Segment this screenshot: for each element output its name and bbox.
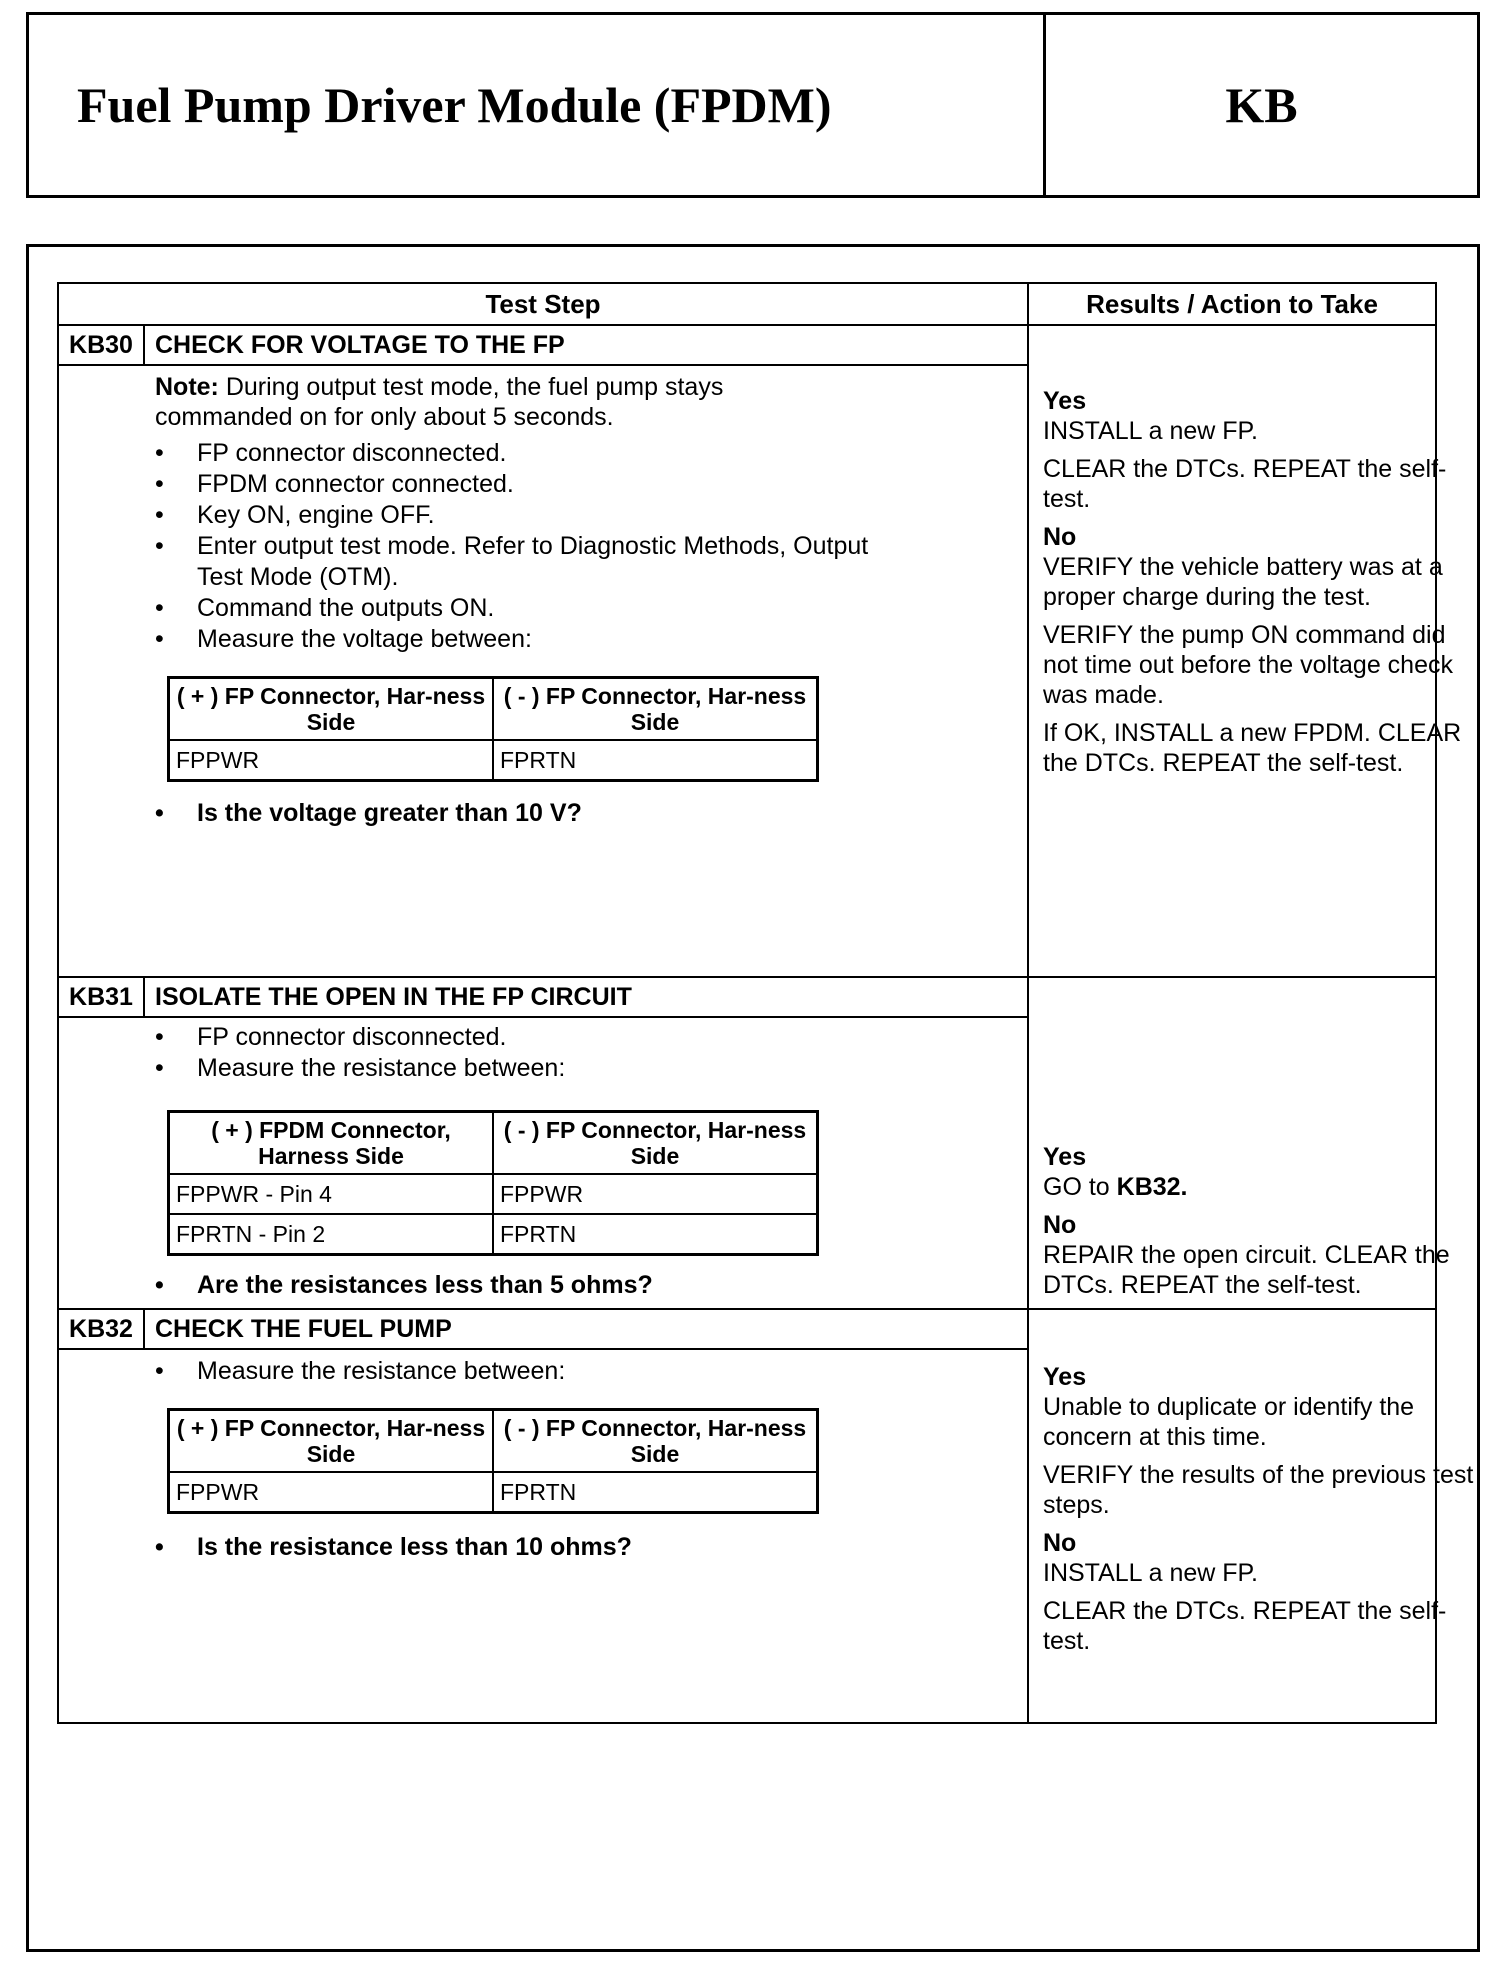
no-label: No: [1043, 1529, 1077, 1557]
bullet-list-kb32: [155, 1356, 565, 1387]
column-header-test-step: Test Step: [485, 288, 601, 319]
step-title-kb32: CHECK THE FUEL PUMP: [155, 1314, 452, 1343]
question-kb30: [155, 798, 582, 829]
page-title: Fuel Pump Driver Module (FPDM): [77, 77, 832, 133]
list-item: • Measure the voltage between:: [155, 624, 915, 655]
table-row: [169, 1214, 818, 1255]
table-cell: FPRTN: [493, 1472, 818, 1513]
results-kb32: [1043, 1362, 1483, 1664]
step-title-kb30: CHECK FOR VOLTAGE TO THE FP: [155, 330, 565, 359]
table-cell: FPPWR - Pin 4: [169, 1174, 494, 1214]
list-item: • Command the outputs ON.: [155, 593, 915, 624]
step-title-rule: [59, 1016, 1027, 1018]
table-row: [169, 1472, 818, 1513]
step-code-kb30: KB30: [59, 326, 145, 364]
result-text: VERIFY the results of the previous test steps.: [1043, 1461, 1474, 1519]
table-cell: FPRTN - Pin 2: [169, 1214, 494, 1255]
note-label: Note:: [155, 373, 219, 401]
table-row: [169, 740, 818, 781]
step-title-kb31: ISOLATE THE OPEN IN THE FP CIRCUIT: [155, 982, 632, 1011]
section-code: KB: [1225, 77, 1298, 133]
list-item: • Key ON, engine OFF.: [155, 500, 915, 531]
note-kb30: [155, 372, 855, 432]
table-header: ( + ) FP Connector, Har-ness Side: [169, 678, 494, 741]
table-cell: FPRTN: [493, 1214, 818, 1255]
note-text: During output test mode, the fuel pump stays commanded on for only about 5 seconds.: [155, 373, 724, 431]
result-text: CLEAR the DTCs. REPEAT the self-test.: [1043, 1597, 1447, 1655]
step-code-kb31: KB31: [59, 978, 145, 1016]
table-header: ( - ) FP Connector, Har-ness Side: [493, 1410, 818, 1473]
list-item: • FPDM connector connected.: [155, 469, 915, 500]
result-text: INSTALL a new FP.: [1043, 1559, 1258, 1587]
list-item: • Enter output test mode. Refer to Diagnostic Methods, Output Test Mode (OTM).: [155, 531, 897, 593]
list-item: • Measure the resistance between:: [155, 1356, 565, 1387]
result-text: REPAIR the open circuit. CLEAR the DTCs. REPEAT the self-test.: [1043, 1241, 1450, 1299]
question-text: • Is the resistance less than 10 ohms?: [155, 1532, 632, 1563]
question-kb31: [155, 1270, 653, 1301]
table-row: [169, 1174, 818, 1214]
table-header: ( - ) FP Connector, Har-ness Side: [493, 678, 818, 741]
table-header: ( + ) FP Connector, Har-ness Side: [169, 1410, 494, 1473]
no-label: No: [1043, 523, 1077, 551]
yes-label: Yes: [1043, 387, 1087, 415]
page-header: [26, 12, 1480, 198]
yes-prefix: GO to: [1043, 1173, 1117, 1201]
table-header: ( - ) FP Connector, Har-ness Side: [493, 1112, 818, 1175]
connector-table-kb32: [167, 1408, 819, 1514]
result-text: INSTALL a new FP.: [1043, 417, 1258, 445]
table-cell: FPRTN: [493, 740, 818, 781]
column-divider: [1027, 284, 1029, 1722]
step-title-rule: [59, 1348, 1027, 1350]
yes-label: Yes: [1043, 1363, 1087, 1391]
list-item: • FP connector disconnected.: [155, 438, 915, 469]
yes-label: Yes: [1043, 1143, 1087, 1171]
question-text: • Is the voltage greater than 10 V?: [155, 798, 582, 829]
result-text: If OK, INSTALL a new FPDM. CLEAR the DTCs. REPEAT the self-test.: [1043, 719, 1462, 777]
result-text: VERIFY the vehicle battery was at a proper charge during the test.: [1043, 553, 1443, 611]
result-text: [1043, 1172, 1483, 1202]
table-cell: FPPWR: [169, 740, 494, 781]
list-item: • FP connector disconnected.: [155, 1022, 565, 1053]
table-cell: FPPWR: [169, 1472, 494, 1513]
results-kb30: [1043, 386, 1483, 786]
result-text: CLEAR the DTCs. REPEAT the self-test.: [1043, 455, 1447, 513]
results-kb31: [1043, 1142, 1483, 1308]
connector-table-kb31: [167, 1110, 819, 1256]
table-header: ( + ) FPDM Connector, Harness Side: [169, 1112, 494, 1175]
bullet-list-kb31: [155, 1022, 565, 1084]
step-title-rule: [59, 364, 1027, 366]
question-kb32: [155, 1532, 632, 1563]
question-text: • Are the resistances less than 5 ohms?: [155, 1270, 653, 1301]
list-item: • Measure the resistance between:: [155, 1053, 565, 1084]
no-label: No: [1043, 1211, 1077, 1239]
result-text: VERIFY the pump ON command did not time out before the voltage check was made.: [1043, 621, 1453, 709]
diagnostic-table: [57, 282, 1474, 1724]
connector-table-kb30: [167, 676, 819, 782]
step-code-kb32: KB32: [59, 1310, 145, 1348]
bullet-list-kb30: [155, 438, 915, 655]
step-reference: KB32.: [1116, 1173, 1188, 1201]
column-header-results: Results / Action to Take: [1086, 288, 1378, 319]
result-text: Unable to duplicate or identify the concern at this time.: [1043, 1393, 1415, 1451]
table-cell: FPPWR: [493, 1174, 818, 1214]
